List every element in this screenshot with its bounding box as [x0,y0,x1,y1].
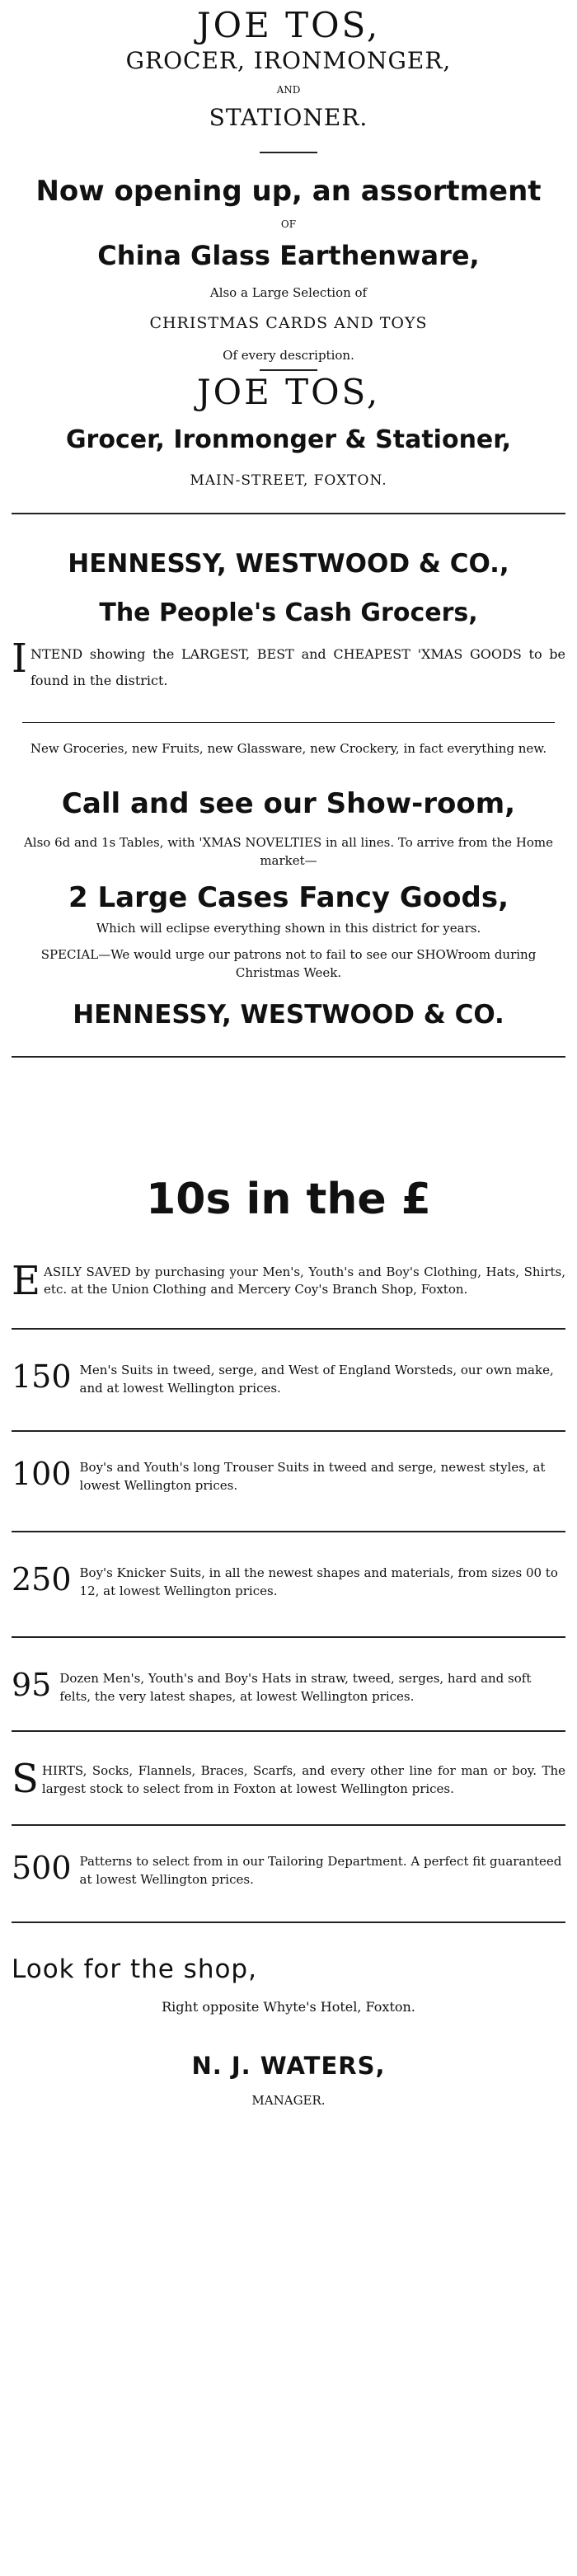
joe-tos-goods: China Glass Earthenware, [97,240,480,271]
stock-description: Dozen Men's, Youth's and Boy's Hats in straw, tweed, serges, hard and soft felts, the very latest shapes, at lowest Wellington prices. [59,1671,532,1704]
stock-quantity: 95 [12,1667,52,1703]
union-clothing-advertisement [12,1175,565,2109]
drop-cap: E [12,1258,41,1304]
joe-tos-of: OF [280,218,297,230]
divider [12,1730,565,1732]
look-for-shop: Look for the shop, [12,1954,257,1984]
joe-tos-name: JOE TOS, [196,5,381,45]
hennessy-special: SPECIAL—We would urge our patrons not to fail to see our SHOWroom during Christmas Week. [40,947,537,980]
divider [12,1430,565,1432]
patterns-description: Patterns to select from in our Tailoring Department. A perfect fit guaranteed at lowest Wellington prices. [79,1854,562,1887]
joe-tos-headline: Now opening up, an assortment [35,175,542,208]
shirts-paragraph [12,1756,565,1802]
divider [12,1824,565,1826]
savings-headline: 10s in the £ [146,1175,431,1224]
shop-location: Right opposite Whyte's Hotel, Foxton. [162,1999,415,2015]
hennessy-eclipse: Which will eclipse everything shown in this district for years. [96,921,481,936]
divider [260,369,317,371]
hennessy-intend [12,636,565,694]
ad-separator [12,513,565,514]
divider [12,1636,565,1638]
joe-tos-trades: GROCER, IRONMONGER, [125,47,452,74]
easily-saved-paragraph [12,1258,565,1304]
joe-tos-every: Of every description. [223,348,354,363]
manager-name: N. J. WATERS, [191,2052,386,2080]
hennessy-firm-2: HENNESSY, WESTWOOD & CO. [73,1000,504,1030]
stock-item [12,1562,565,1600]
stock-quantity: 100 [12,1456,72,1492]
hennessy-firm: HENNESSY, WESTWOOD & CO., [68,549,509,579]
joe-tos-trades-2: Grocer, Ironmonger & Stationer, [65,425,512,454]
drop-cap: S [12,1756,39,1802]
joe-tos-address: MAIN-STREET, FOXTON. [190,472,387,489]
divider [260,152,317,153]
stock-item [12,1457,565,1494]
hennessy-tables: Also 6d and 1s Tables, with 'XMAS NOVELTIES in all lines. To arrive from the Home market— [23,835,554,868]
stock-quantity: 250 [12,1561,72,1598]
hennessy-call: Call and see our Show-room, [61,787,516,820]
hennessy-tagline: The People's Cash Grocers, [99,598,478,627]
stock-item [12,1359,565,1397]
stock-description: Men's Suits in tweed, serge, and West of England Worsteds, our own make, and at lowest Wellington prices. [79,1363,554,1396]
stock-description: Boy's and Youth's long Trouser Suits in tweed and serge, newest styles, at lowest Wellington prices. [79,1460,546,1493]
ad-separator [12,1056,565,1058]
hennessy-intend-text: NTEND showing the LARGEST, BEST and CHEAPEST 'XMAS GOODS to be found in the district. [30,646,565,688]
stock-quantity: 150 [12,1358,72,1395]
stock-item [12,1668,565,1706]
patterns-item [12,1851,565,1889]
shirts-text: HIRTS, Socks, Flannels, Braces, Scarfs, and every other line for man or boy. The largest stock to select from in Foxton at lowest Wellington prices. [41,1763,565,1796]
joe-tos-and: AND [276,84,301,96]
patterns-quantity: 500 [12,1850,72,1886]
hennessy-new-line: New Groceries, new Fruits, new Glassware, new Crockery, in fact everything new. [30,741,547,756]
divider [22,722,554,723]
joe-tos-name-2: JOE TOS, [196,372,381,412]
drop-cap: I [12,636,27,682]
hennessy-westwood-advertisement [12,547,565,1031]
divider [12,1531,565,1532]
divider [12,1328,565,1330]
manager-title: MANAGER. [251,2093,326,2108]
joe-tos-stationer: STATIONER. [209,104,368,131]
easily-saved-text: ASILY SAVED by purchasing your Men's, Youth's and Boy's Clothing, Hats, Shirts, etc. at the Union Clothing and Mercery Coy's Branch Shop, Foxton. [44,1265,565,1297]
joe-tos-advertisement [12,0,565,491]
joe-tos-cards: CHRISTMAS CARDS AND TOYS [149,314,428,332]
joe-tos-also: Also a Large Selection of [209,285,368,300]
hennessy-cases: 2 Large Cases Fancy Goods, [68,881,509,914]
stock-description: Boy's Knicker Suits, in all the newest shapes and materials, from sizes 00 to 12, at lowest Wellington prices. [79,1565,558,1598]
divider [12,1921,565,1923]
